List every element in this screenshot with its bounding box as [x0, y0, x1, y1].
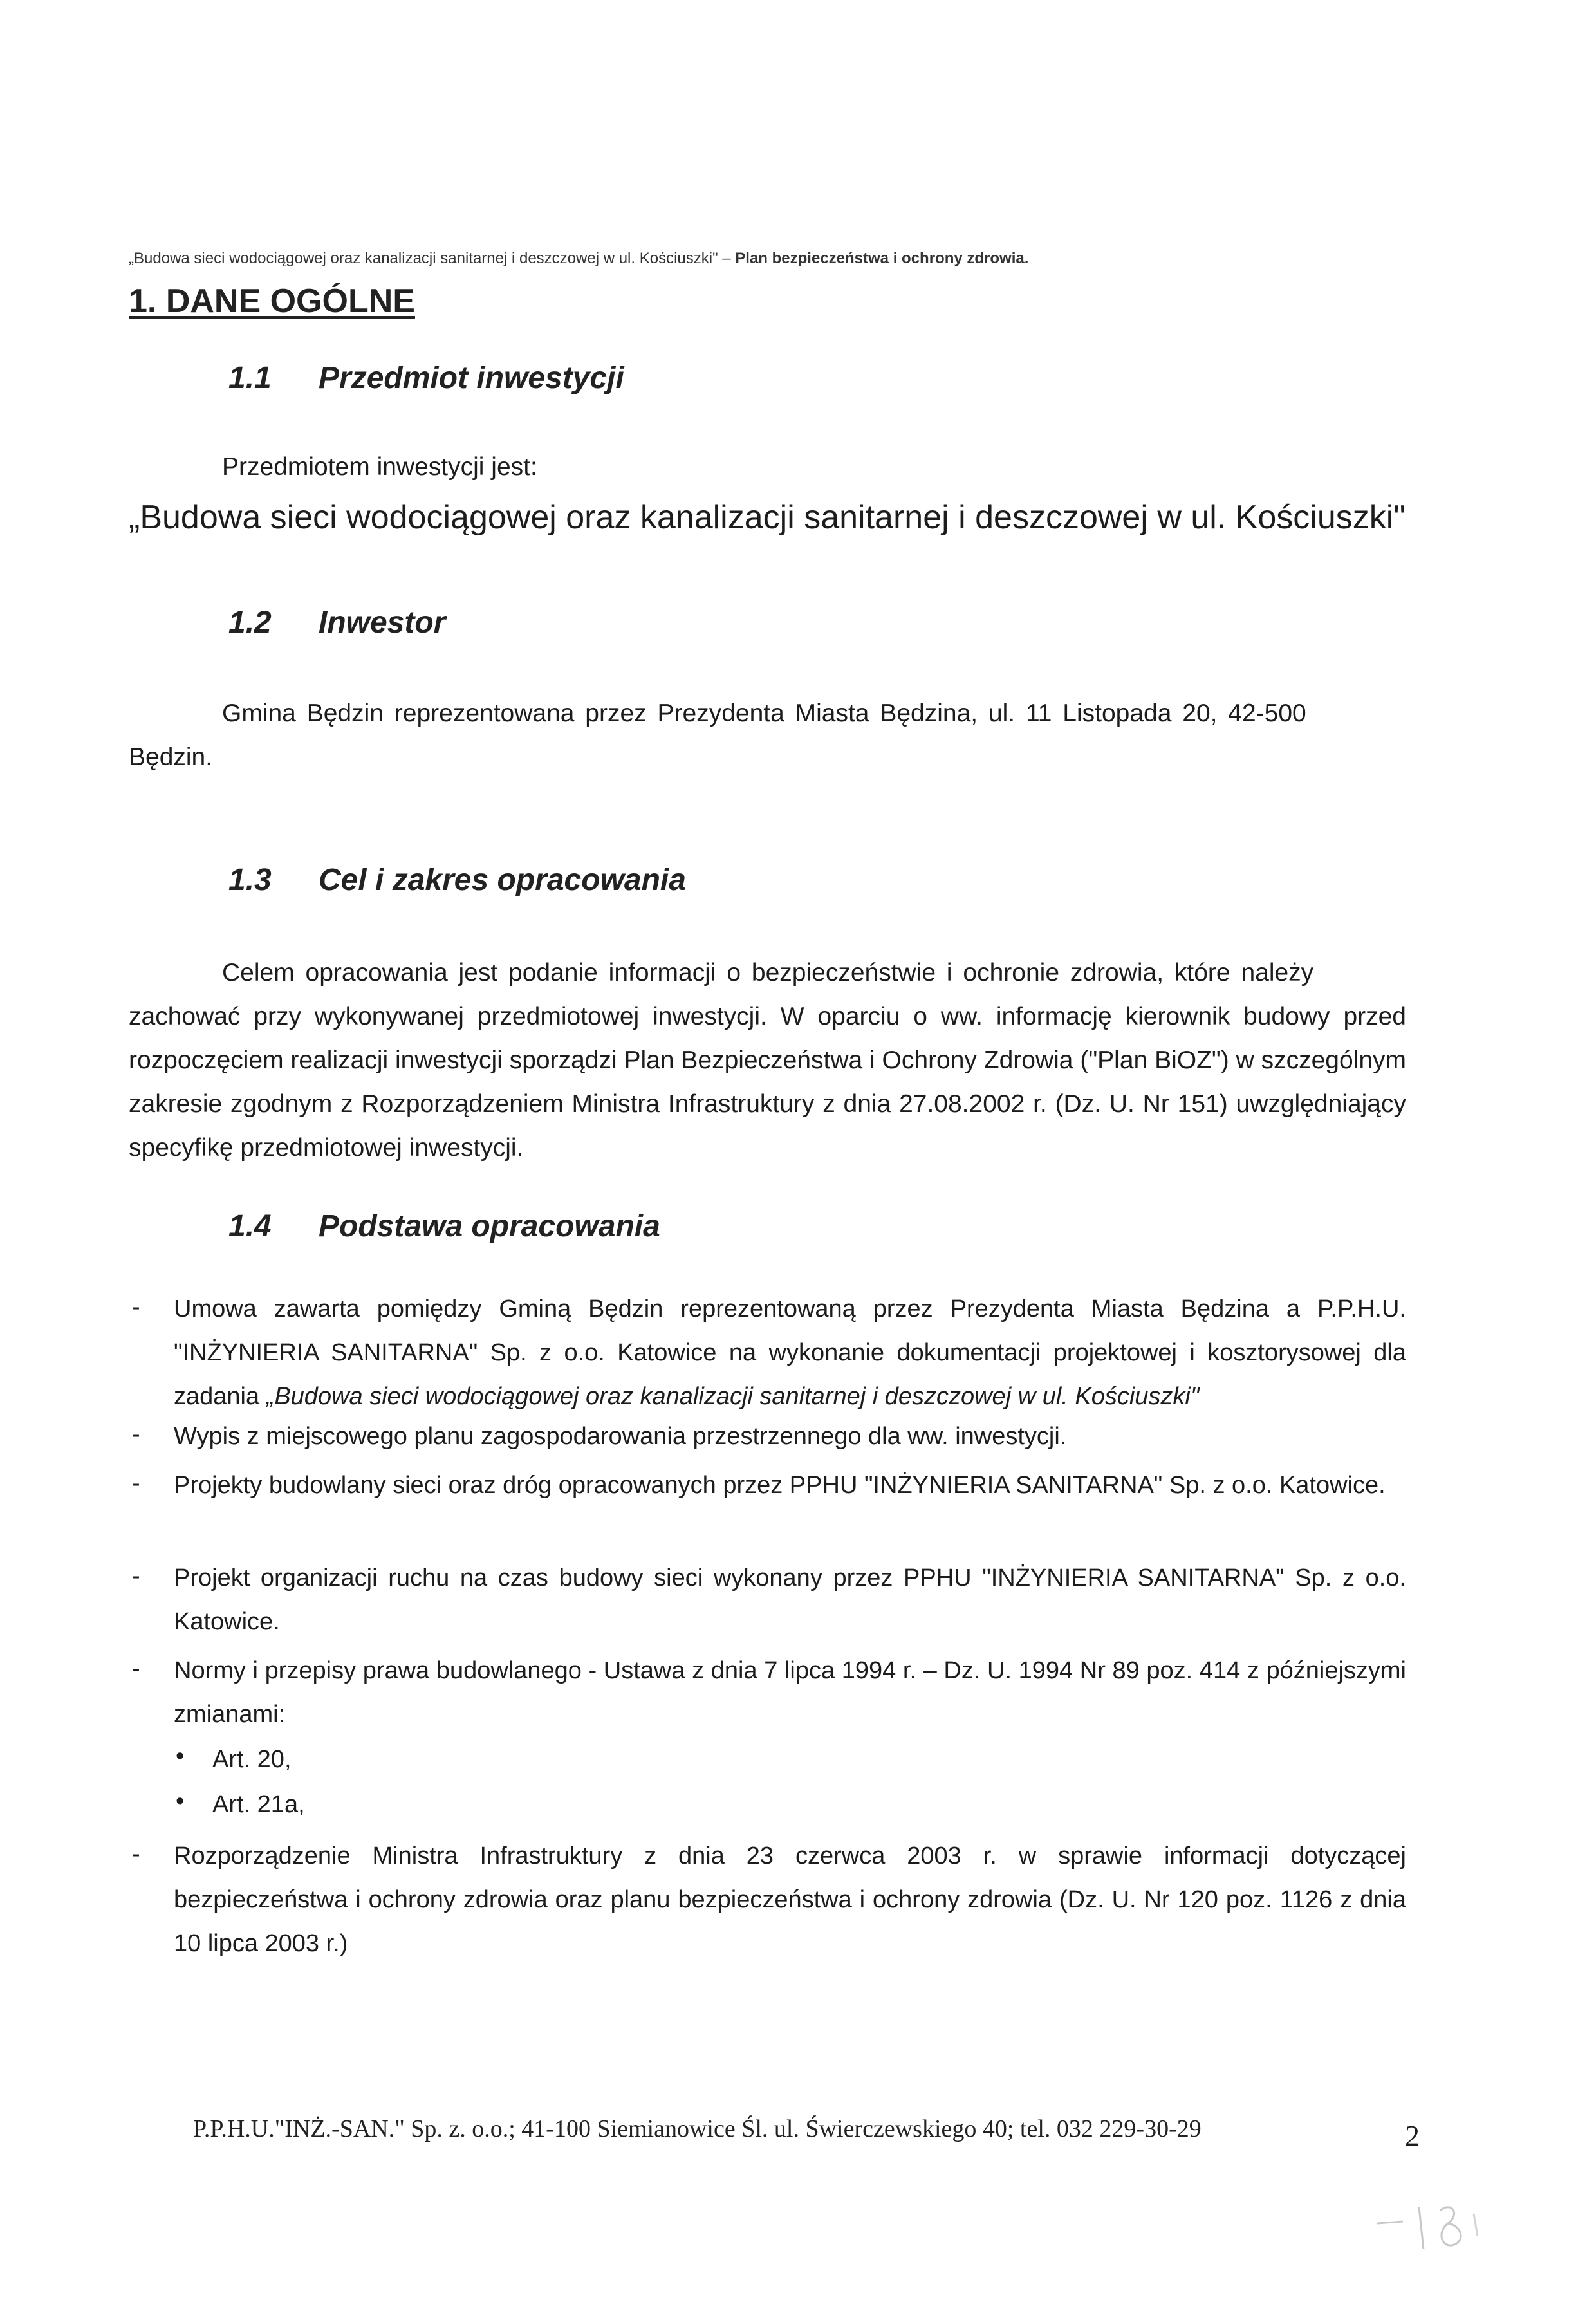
list-dash: - — [132, 1841, 140, 1868]
running-header — [129, 250, 1416, 268]
list-dash: - — [132, 1421, 140, 1448]
sub-list-item: Art. 20, — [212, 1746, 292, 1773]
sub-list-item: Art. 21a, — [212, 1791, 305, 1818]
list-dash: - — [132, 1563, 140, 1590]
page-number: 2 — [1405, 2119, 1420, 2152]
header-subtitle: Plan bezpieczeństwa i ochrony zdrowia. — [735, 250, 1029, 267]
list-item-text: Umowa zawarta pomiędzy Gminą Będzin reprezentowaną przez Prezydenta Miasta Będzina a P.P.H.U. "INŻYNIERIA SANITARNA" Sp. z o.o. Katowice na wykonanie dokumentacji projektowej i kosztorysowej dla zadania — [174, 1295, 1406, 1410]
subsection-title: Cel i zakres opracowania — [319, 863, 686, 897]
list-item: Normy i przepisy prawa budowlanego - Ustawa z dnia 7 lipca 1994 r. – Dz. U. 1994 Nr 89 poz. 414 z późniejszymi zmianami: — [174, 1657, 1406, 1728]
list-item: Projekt organizacji ruchu na czas budowy sieci wykonany przez PPHU "INŻYNIERIA SANITARNA" Sp. z o.o. Katowice. — [174, 1564, 1406, 1635]
list-dash: - — [132, 1470, 140, 1497]
subsection-1-4-heading — [228, 1209, 660, 1244]
subsection-title: Przedmiot inwestycji — [319, 361, 624, 395]
investor-text-continued: Będzin. — [129, 743, 213, 771]
list-item-italic: „Budowa sieci wodociągowej oraz kanalizacji sanitarnej i deszczowej w ul. Kościuszki" — [266, 1383, 1200, 1410]
list-dash: - — [132, 1655, 140, 1682]
investor-text: Gmina Będzin reprezentowana przez Prezydenta Miasta Będzina, ul. 11 Listopada 20, 42-500 — [222, 700, 1306, 727]
subsection-title: Podstawa opracowania — [319, 1209, 660, 1243]
investment-intro: Przedmiotem inwestycji jest: — [222, 453, 537, 481]
purpose-body: zachować przy wykonywanej przedmiotowej inwestycji. W oparciu o ww. informację kierownik budowy przed rozpoczęciem realizacji inwestycji sporządzi Plan Bezpieczeństwa i Ochrony Zdrowia ("Plan BiOZ") w szczególnym zakresie zgodnym z Rozporządzeniem Ministra Infrastruktury z dnia 27.08.2002 r. (Dz. U. Nr 151) uwzględniający specyfikę przedmiotowej inwestycji. — [129, 1003, 1406, 1162]
handwritten-sheet-number — [1364, 2188, 1493, 2265]
list-item — [174, 1287, 1406, 1418]
project-name: „Budowa sieci wodociągowej oraz kanalizacji sanitarnej i deszczowej w ul. Kościuszki" — [129, 499, 1406, 536]
subsection-title: Inwestor — [319, 606, 446, 640]
subsection-1-1-heading — [228, 360, 624, 396]
list-item: Rozporządzenie Ministra Infrastruktury z dnia 23 czerwca 2003 r. w sprawie informacji dotyczącej bezpieczeństwa i ochrony zdrowia oraz planu bezpieczeństwa i ochrony zdrowia (Dz. U. Nr 120 poz. 1126 z dnia 10 lipca 2003 r.) — [174, 1842, 1406, 1957]
bullet-icon: • — [176, 1743, 185, 1770]
section-title: 1. DANE OGÓLNE — [129, 283, 415, 320]
header-title: „Budowa sieci wodociągowej oraz kanalizacji sanitarnej i deszczowej w ul. Kościuszki" – — [129, 250, 736, 267]
purpose-first-line: Celem opracowania jest podanie informacji o bezpieczeństwie i ochronie zdrowia, które należy — [222, 959, 1314, 987]
list-item: Projekty budowlany sieci oraz dróg opracowanych przez PPHU "INŻYNIERIA SANITARNA" Sp. z o.o. Katowice. — [174, 1472, 1386, 1499]
subsection-number: 1.2 — [228, 606, 272, 640]
subsection-number: 1.3 — [228, 863, 272, 897]
list-dash: - — [132, 1294, 140, 1321]
subsection-1-3-heading — [228, 862, 686, 898]
subsection-number: 1.1 — [228, 361, 272, 395]
bullet-icon: • — [176, 1788, 185, 1815]
subsection-1-2-heading — [228, 605, 445, 640]
page-footer: P.P.H.U."INŻ.-SAN." Sp. z. o.o.; 41-100 Siemianowice Śl. ul. Świerczewskiego 40; tel. 032 229-30-29 — [193, 2115, 1202, 2142]
subsection-number: 1.4 — [228, 1209, 272, 1243]
list-item: Wypis z miejscowego planu zagospodarowania przestrzennego dla ww. inwestycji. — [174, 1423, 1067, 1450]
